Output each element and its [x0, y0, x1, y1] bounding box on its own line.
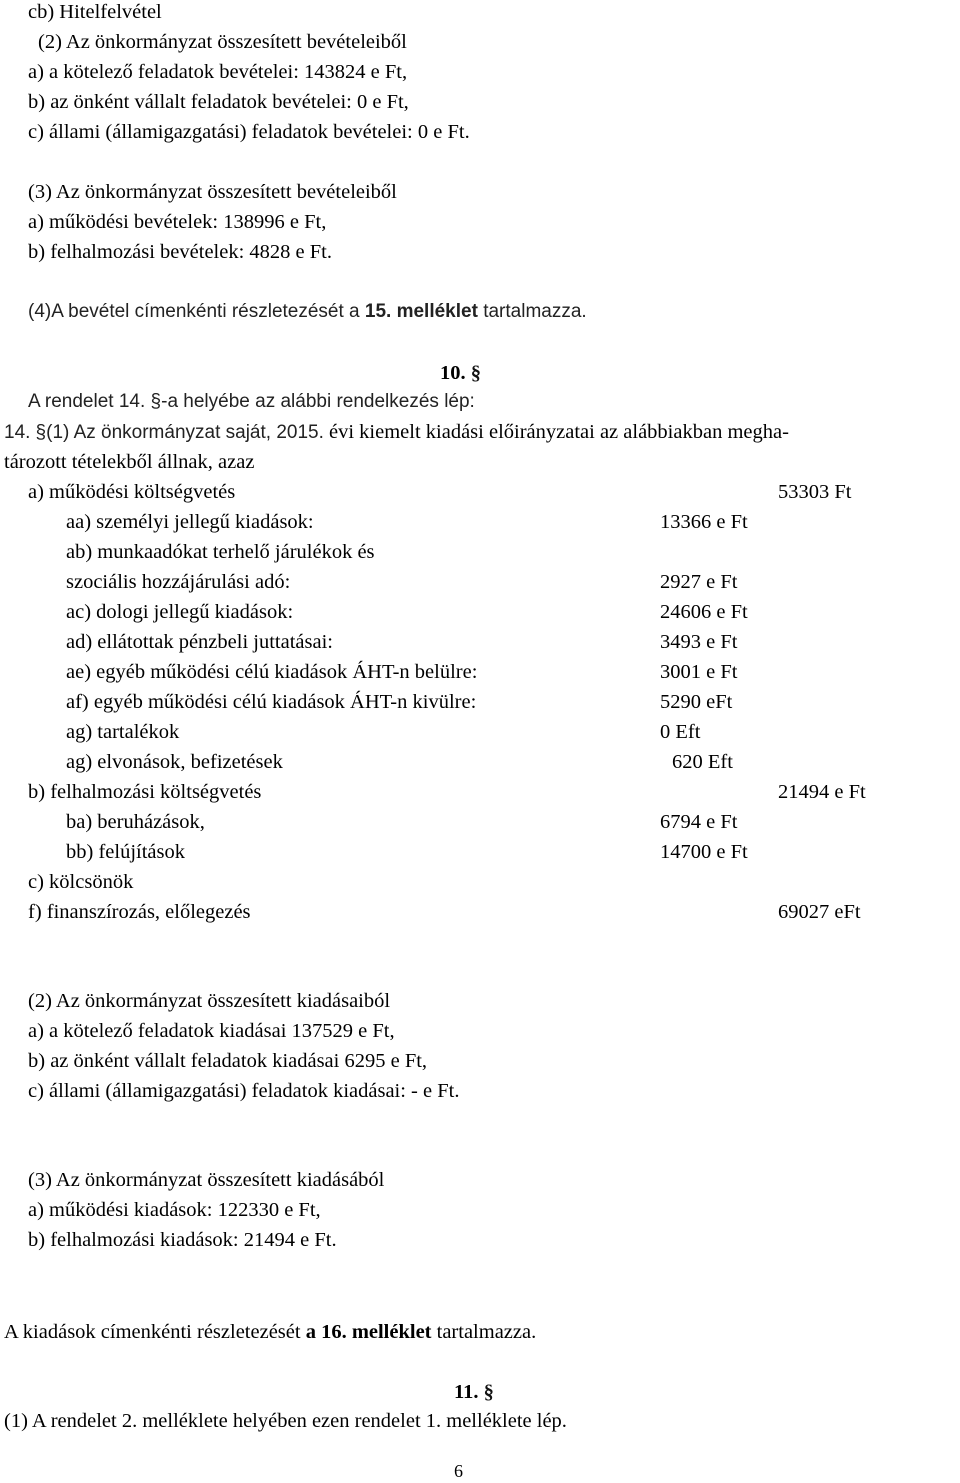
- line-kiadas-3: (3) Az önkormányzat összesített kiadásából: [28, 1169, 385, 1191]
- line-bevetel-4: [28, 300, 587, 324]
- line-bevetel-2: (2) Az önkormányzat összesített bevételeiből: [38, 31, 407, 53]
- line-kiadas-2a: a) a kötelező feladatok kiadásai 137529 e Ft,: [28, 1020, 395, 1042]
- para-14-number: 14.: [4, 422, 31, 443]
- section-10-heading: [440, 361, 481, 385]
- section-10-number: 10.: [440, 362, 466, 384]
- row-value: 0 Eft: [660, 721, 701, 743]
- reszletezes-end: tartalmazza.: [431, 1321, 537, 1343]
- row-value: 6794 e Ft: [660, 811, 738, 833]
- row-label: c) kölcsönök: [28, 871, 134, 893]
- line-kiadas-reszletezes: [4, 1320, 536, 1344]
- row-label: ac) dologi jellegű kiadások:: [66, 601, 294, 623]
- para-14-1-rest: évi kiemelt kiadási előirányzatai az alábbiakban megha-: [323, 421, 789, 443]
- row-value: 14700 e Ft: [660, 841, 748, 863]
- rendelet-14-text: A rendelet 14.: [28, 391, 146, 412]
- page-number: 6: [454, 1461, 463, 1481]
- line-kiadas-2: (2) Az önkormányzat összesített kiadásaiból: [28, 990, 391, 1012]
- rendelet-14-rest: -a helyébe az alábbi rendelkezés lép:: [161, 391, 475, 412]
- row-label: f) finanszírozás, előlegezés: [28, 901, 251, 923]
- line-bevetel-3b: b) felhalmozási bevételek: 4828 e Ft.: [28, 241, 332, 263]
- bevetel-4-end: tartalmazza.: [477, 301, 587, 322]
- reszletezes-text: A kiadások címenkénti részletezését: [4, 1321, 306, 1343]
- line-kiadas-3a: a) működési kiadások: 122330 e Ft,: [28, 1199, 321, 1221]
- line-bevetel-2a: a) a kötelező feladatok bevételei: 143824 e Ft,: [28, 61, 408, 83]
- section-sign-icon: §: [483, 1381, 494, 1403]
- row-label: ae) egyéb működési célú kiadások ÁHT-n belülre:: [66, 661, 478, 683]
- section-sign-icon: §: [470, 362, 481, 384]
- reszletezes-melleklet: a 16. melléklet: [305, 1321, 432, 1343]
- row-value: 53303 Ft: [778, 481, 852, 503]
- row-value: 3001 e Ft: [660, 661, 738, 683]
- line-hitelfelvetel: cb) Hitelfelvétel: [28, 1, 162, 23]
- line-14-1: [4, 420, 789, 445]
- row-label: ad) ellátottak pénzbeli juttatásai:: [66, 631, 333, 653]
- row-label: ag) tartalékok: [66, 721, 180, 743]
- row-value: 620 Eft: [672, 751, 733, 773]
- section-11-heading: [454, 1380, 494, 1404]
- para-14-1-text: (1) Az önkormányzat saját, 2015.: [46, 422, 324, 443]
- row-label: a) működési költségvetés: [28, 481, 236, 503]
- section-sign-icon: §: [150, 391, 162, 412]
- row-value: 69027 eFt: [778, 901, 861, 923]
- row-label: ba) beruházások,: [66, 811, 205, 833]
- line-kiadas-2c: c) állami (államigazgatási) feladatok kiadásai: - e Ft.: [28, 1080, 460, 1102]
- section-sign-icon: §: [35, 422, 47, 443]
- line-11-1: (1) A rendelet 2. melléklete helyében ezen rendelet 1. melléklete lép.: [4, 1410, 567, 1432]
- row-label: b) felhalmozási költségvetés: [28, 781, 262, 803]
- row-value: 3493 e Ft: [660, 631, 738, 653]
- row-label: af) egyéb működési célú kiadások ÁHT-n kivülre:: [66, 691, 477, 713]
- row-label: ab) munkaadókat terhelő járulékok és: [66, 541, 375, 563]
- row-value: 5290 eFt: [660, 691, 733, 713]
- line-bevetel-3a: a) működési bevételek: 138996 e Ft,: [28, 211, 327, 233]
- line-bevetel-2b: b) az önként vállalt feladatok bevételei: 0 e Ft,: [28, 91, 409, 113]
- row-label: bb) felújítások: [66, 841, 185, 863]
- line-14-1-cont: tározott tételekből állnak, azaz: [4, 451, 255, 473]
- row-label: szociális hozzájárulási adó:: [66, 571, 291, 593]
- line-kiadas-2b: b) az önként vállalt feladatok kiadásai 6295 e Ft,: [28, 1050, 428, 1072]
- row-label: aa) személyi jellegű kiadások:: [66, 511, 314, 533]
- row-value: 21494 e Ft: [778, 781, 866, 803]
- line-bevetel-3: (3) Az önkormányzat összesített bevételeiből: [28, 181, 397, 203]
- line-rendelet-14: [28, 390, 475, 414]
- row-value: 13366 e Ft: [660, 511, 748, 533]
- row-value: 2927 e Ft: [660, 571, 738, 593]
- row-value: 24606 e Ft: [660, 601, 748, 623]
- bevetel-4-text: (4)A bevétel címenkénti részletezését a: [28, 301, 365, 322]
- line-bevetel-2c: c) állami (államigazgatási) feladatok bevételei: 0 e Ft.: [28, 121, 470, 143]
- section-11-number: 11.: [454, 1381, 479, 1403]
- row-label: ag) elvonások, befizetések: [66, 751, 283, 773]
- bevetel-4-melleklet: 15. melléklet: [364, 301, 478, 322]
- line-kiadas-3b: b) felhalmozási kiadások: 21494 e Ft.: [28, 1229, 337, 1251]
